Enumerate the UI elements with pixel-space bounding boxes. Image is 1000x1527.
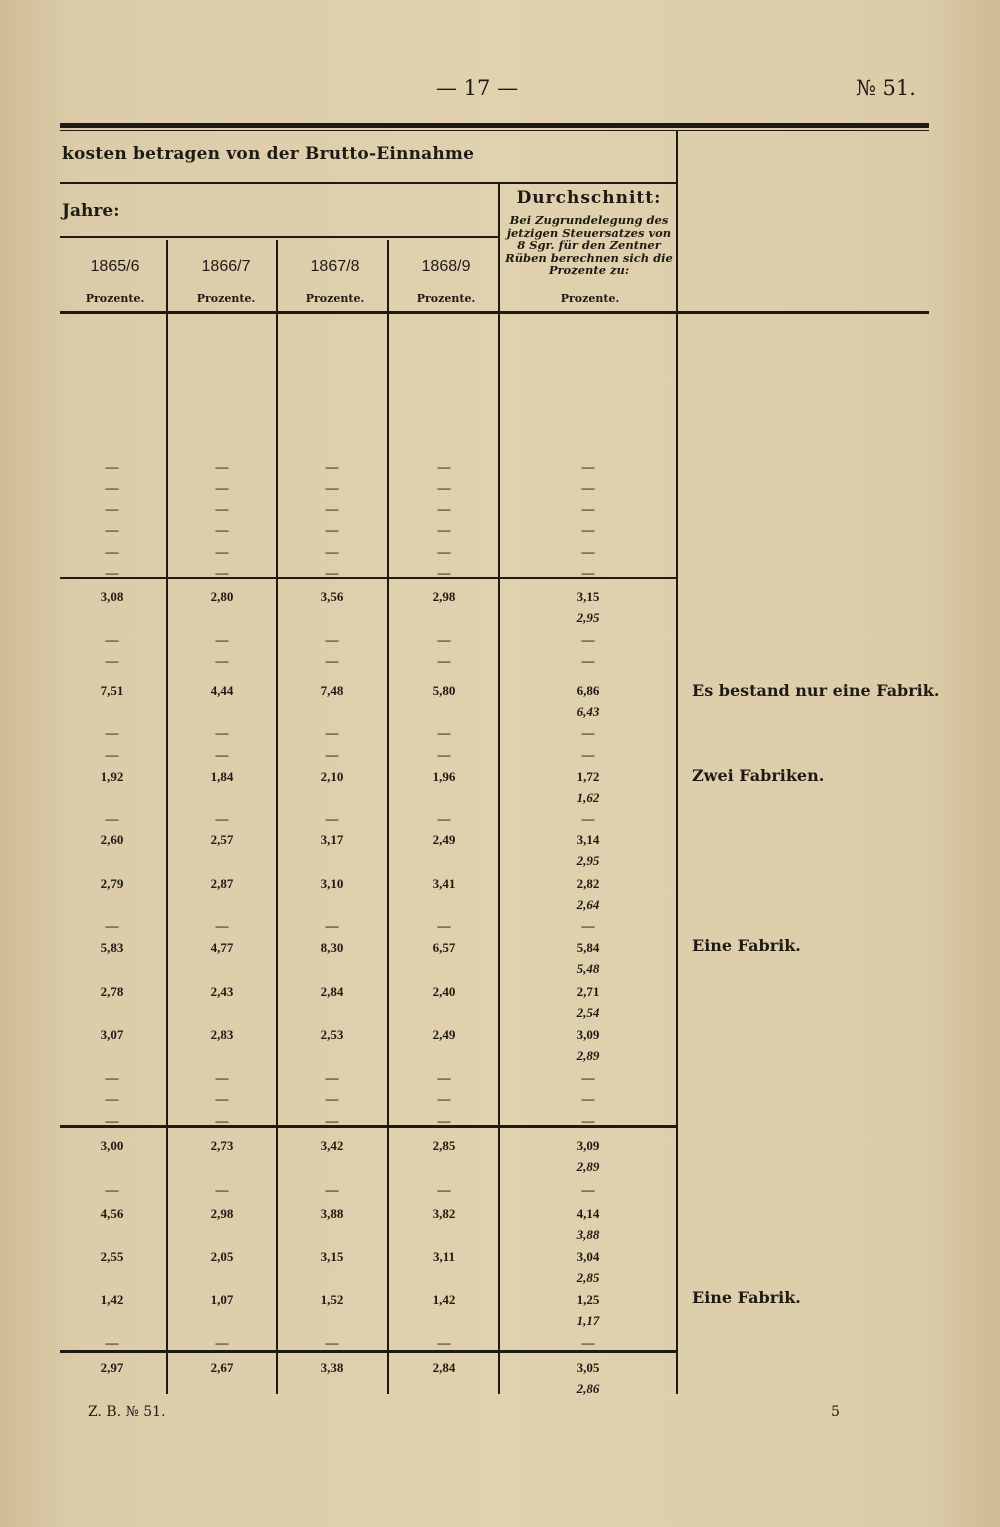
average-alt-cell: 5,48 xyxy=(576,961,600,976)
average-cell: — xyxy=(581,1070,595,1085)
table-cell: 3,10 xyxy=(320,876,344,891)
table-cell: 5,80 xyxy=(432,683,456,698)
average-alt-cell: 1,17 xyxy=(576,1313,600,1328)
table-cell: 1,52 xyxy=(320,1292,344,1307)
average-alt-cell: 2,95 xyxy=(576,853,600,868)
table-cell: 2,49 xyxy=(432,1027,456,1042)
table-cell: — xyxy=(105,1091,119,1106)
average-note: Bei Zugrundelegung des jetzigen Steuersatzes von 8 Sgr. für den Zentner Rüben berechnen sich die Prozente zu: xyxy=(505,213,673,277)
table-cell: 3,88 xyxy=(320,1206,344,1221)
table-cell: — xyxy=(437,501,451,516)
average-cell: — xyxy=(581,480,595,495)
table-cell: 6,57 xyxy=(432,940,456,955)
average-cell: — xyxy=(581,1113,595,1128)
table-cell: 1,84 xyxy=(210,769,234,784)
average-cell: — xyxy=(581,459,595,474)
average-alt-cell: 2,85 xyxy=(576,1270,600,1285)
col-line-2 xyxy=(276,314,278,1394)
average-cell: — xyxy=(581,725,595,740)
table-cell: — xyxy=(215,1113,229,1128)
table-cell: — xyxy=(105,501,119,516)
table-cell: — xyxy=(437,725,451,740)
table-cell: 2,98 xyxy=(432,589,456,604)
table-cell: 3,41 xyxy=(432,876,456,891)
col-line-3 xyxy=(387,314,389,1394)
table-cell: — xyxy=(437,480,451,495)
top-rule-thin xyxy=(60,130,929,131)
table-cell: 7,48 xyxy=(320,683,344,698)
table-cell: — xyxy=(105,653,119,668)
table-cell: 3,38 xyxy=(320,1360,344,1375)
average-cell: 1,25 xyxy=(576,1292,600,1307)
table-cell: 1,42 xyxy=(100,1292,124,1307)
table-cell: — xyxy=(105,725,119,740)
average-cell: — xyxy=(581,501,595,516)
average-cell: 3,14 xyxy=(576,832,600,847)
table-cell: 2,83 xyxy=(210,1027,234,1042)
table-cell: — xyxy=(105,1070,119,1085)
footer-sheet-number: 5 xyxy=(831,1404,840,1420)
year-header-3: 1867/8 xyxy=(310,258,360,275)
table-cell: — xyxy=(215,918,229,933)
table-cell: — xyxy=(215,480,229,495)
year-header-4: 1868/9 xyxy=(421,258,471,275)
unit-label-4: Prozente. xyxy=(416,292,476,305)
unit-label-3: Prozente. xyxy=(305,292,365,305)
table-cell: — xyxy=(437,653,451,668)
table-cell: — xyxy=(325,522,339,537)
average-cell: — xyxy=(581,522,595,537)
table-cell: 2,10 xyxy=(320,769,344,784)
years-label: Jahre: xyxy=(62,201,120,221)
table-cell: — xyxy=(105,1182,119,1197)
unit-label-2: Prozente. xyxy=(196,292,256,305)
table-cell: 3,82 xyxy=(432,1206,456,1221)
table-cell: 2,67 xyxy=(210,1360,234,1375)
table-cell: 8,30 xyxy=(320,940,344,955)
table-cell: 3,42 xyxy=(320,1138,344,1153)
footer-signature: Z. B. № 51. xyxy=(88,1404,166,1420)
table-cell: — xyxy=(215,459,229,474)
average-alt-cell: 2,86 xyxy=(576,1381,600,1396)
table-cell: — xyxy=(325,811,339,826)
average-cell: — xyxy=(581,544,595,559)
table-cell: — xyxy=(215,1070,229,1085)
table-cell: — xyxy=(215,632,229,647)
table-cell: — xyxy=(105,544,119,559)
average-cell: 2,82 xyxy=(576,876,600,891)
table-cell: 2,85 xyxy=(432,1138,456,1153)
average-alt-cell: 6,43 xyxy=(576,704,600,719)
table-cell: — xyxy=(105,480,119,495)
year-header-1: 1865/6 xyxy=(90,258,140,275)
table-cell: — xyxy=(437,918,451,933)
table-cell: — xyxy=(105,811,119,826)
table-cell: 5,83 xyxy=(100,940,124,955)
col-line-3-head xyxy=(387,240,389,312)
table-cell: — xyxy=(105,747,119,762)
average-cell: 3,09 xyxy=(576,1027,600,1042)
page-number: — 17 — xyxy=(436,76,519,100)
table-cell: 2,84 xyxy=(320,984,344,999)
table-cell: — xyxy=(105,522,119,537)
table-cell: 4,77 xyxy=(210,940,234,955)
average-cell: — xyxy=(581,1091,595,1106)
top-rule xyxy=(60,123,929,128)
average-alt-cell: 3,88 xyxy=(576,1227,600,1242)
header-rule xyxy=(60,311,929,314)
table-cell: — xyxy=(437,1113,451,1128)
table-cell: 2,87 xyxy=(210,876,234,891)
table-cell: 4,44 xyxy=(210,683,234,698)
table-cell: — xyxy=(325,565,339,580)
table-cell: — xyxy=(437,565,451,580)
table-cell: 1,42 xyxy=(432,1292,456,1307)
table-cell: 2,43 xyxy=(210,984,234,999)
average-cell: — xyxy=(581,653,595,668)
table-cell: 2,05 xyxy=(210,1249,234,1264)
average-cell: 1,72 xyxy=(576,769,600,784)
table-cell: — xyxy=(437,747,451,762)
table-cell: — xyxy=(105,1113,119,1128)
average-alt-cell: 2,95 xyxy=(576,610,600,625)
table-cell: — xyxy=(215,653,229,668)
table-cell: — xyxy=(437,459,451,474)
table-cell: 2,53 xyxy=(320,1027,344,1042)
table-cell: 2,78 xyxy=(100,984,124,999)
table-cell: — xyxy=(215,565,229,580)
average-cell: — xyxy=(581,1335,595,1350)
average-title: Durchschnitt: xyxy=(516,188,662,208)
average-cell: — xyxy=(581,565,595,580)
table-cell: 4,56 xyxy=(100,1206,124,1221)
average-unit: Prozente. xyxy=(560,292,620,305)
table-cell: — xyxy=(325,747,339,762)
table-cell: 3,56 xyxy=(320,589,344,604)
average-cell: 6,86 xyxy=(576,683,600,698)
average-cell: 2,71 xyxy=(576,984,600,999)
table-cell: — xyxy=(325,501,339,516)
table-cell: 2,98 xyxy=(210,1206,234,1221)
table-cell: — xyxy=(215,501,229,516)
table-cell: 2,49 xyxy=(432,832,456,847)
table-cell: 3,11 xyxy=(432,1249,456,1264)
col-line-4-head xyxy=(498,184,500,312)
col-line-1 xyxy=(166,314,168,1394)
average-cell: 3,05 xyxy=(576,1360,600,1375)
table-cell: — xyxy=(325,544,339,559)
table-cell: — xyxy=(105,459,119,474)
table-cell: — xyxy=(325,725,339,740)
col-line-4 xyxy=(498,314,500,1394)
average-cell: — xyxy=(581,747,595,762)
average-cell: 3,15 xyxy=(576,589,600,604)
table-cell: 2,79 xyxy=(100,876,124,891)
table-cell: 3,07 xyxy=(100,1027,124,1042)
table-cell: — xyxy=(437,1091,451,1106)
table-cell: 1,92 xyxy=(100,769,124,784)
average-cell: — xyxy=(581,918,595,933)
table-cell: 3,15 xyxy=(320,1249,344,1264)
table-cell: — xyxy=(437,544,451,559)
table-cell: — xyxy=(437,632,451,647)
average-cell: 4,14 xyxy=(576,1206,600,1221)
col-line-1-head xyxy=(166,240,168,312)
table-cell: — xyxy=(325,480,339,495)
table-cell: — xyxy=(325,918,339,933)
table-cell: — xyxy=(105,1335,119,1350)
document-number: № 51. xyxy=(856,76,916,100)
table-cell: — xyxy=(215,725,229,740)
average-cell: 3,09 xyxy=(576,1138,600,1153)
col-line-5 xyxy=(676,314,678,1394)
col-line-5-head xyxy=(676,131,678,312)
remark-text: Zwei Fabriken. xyxy=(692,766,825,785)
average-alt-cell: 1,62 xyxy=(576,790,600,805)
table-title: kosten betragen von der Brutto-Einnahme xyxy=(62,144,475,164)
table-cell: — xyxy=(215,522,229,537)
table-cell: 7,51 xyxy=(100,683,124,698)
table-cell: — xyxy=(437,522,451,537)
table-cell: — xyxy=(325,632,339,647)
average-cell: 3,04 xyxy=(576,1249,600,1264)
average-cell: — xyxy=(581,632,595,647)
average-alt-cell: 2,89 xyxy=(576,1159,600,1174)
table-cell: 2,40 xyxy=(432,984,456,999)
col-line-2-head xyxy=(276,240,278,312)
table-cell: — xyxy=(325,1070,339,1085)
table-cell: — xyxy=(215,747,229,762)
average-cell: 5,84 xyxy=(576,940,600,955)
table-cell: — xyxy=(325,653,339,668)
table-cell: — xyxy=(325,459,339,474)
table-cell: — xyxy=(325,1335,339,1350)
table-cell: — xyxy=(437,1182,451,1197)
table-cell: — xyxy=(325,1182,339,1197)
table-cell: — xyxy=(215,544,229,559)
table-cell: 2,73 xyxy=(210,1138,234,1153)
table-cell: — xyxy=(105,565,119,580)
table-cell: — xyxy=(215,1335,229,1350)
title-rule xyxy=(60,182,677,184)
average-alt-cell: 2,64 xyxy=(576,897,600,912)
table-cell: 2,60 xyxy=(100,832,124,847)
table-cell: — xyxy=(437,1335,451,1350)
average-cell: — xyxy=(581,811,595,826)
average-alt-cell: 2,89 xyxy=(576,1048,600,1063)
table-cell: — xyxy=(215,1182,229,1197)
table-cell: — xyxy=(437,1070,451,1085)
unit-label-1: Prozente. xyxy=(85,292,145,305)
table-cell: 2,80 xyxy=(210,589,234,604)
table-cell: 3,17 xyxy=(320,832,344,847)
table-cell: — xyxy=(325,1091,339,1106)
remark-text: Eine Fabrik. xyxy=(692,1288,801,1307)
table-cell: 3,08 xyxy=(100,589,124,604)
table-cell: 2,84 xyxy=(432,1360,456,1375)
table-cell: — xyxy=(105,632,119,647)
table-cell: — xyxy=(215,811,229,826)
table-cell: 2,57 xyxy=(210,832,234,847)
remark-text: Es bestand nur eine Fabrik. xyxy=(692,681,940,700)
table-cell: — xyxy=(215,1091,229,1106)
table-cell: — xyxy=(437,811,451,826)
average-cell: — xyxy=(581,1182,595,1197)
table-cell: 2,97 xyxy=(100,1360,124,1375)
table-cell: 2,55 xyxy=(100,1249,124,1264)
table-cell: — xyxy=(105,918,119,933)
remark-text: Eine Fabrik. xyxy=(692,936,801,955)
average-alt-cell: 2,54 xyxy=(576,1005,600,1020)
year-header-2: 1866/7 xyxy=(201,258,251,275)
table-cell: 1,96 xyxy=(432,769,456,784)
table-cell: 1,07 xyxy=(210,1292,234,1307)
table-cell: — xyxy=(325,1113,339,1128)
table-cell: 3,00 xyxy=(100,1138,124,1153)
years-rule xyxy=(60,236,498,238)
